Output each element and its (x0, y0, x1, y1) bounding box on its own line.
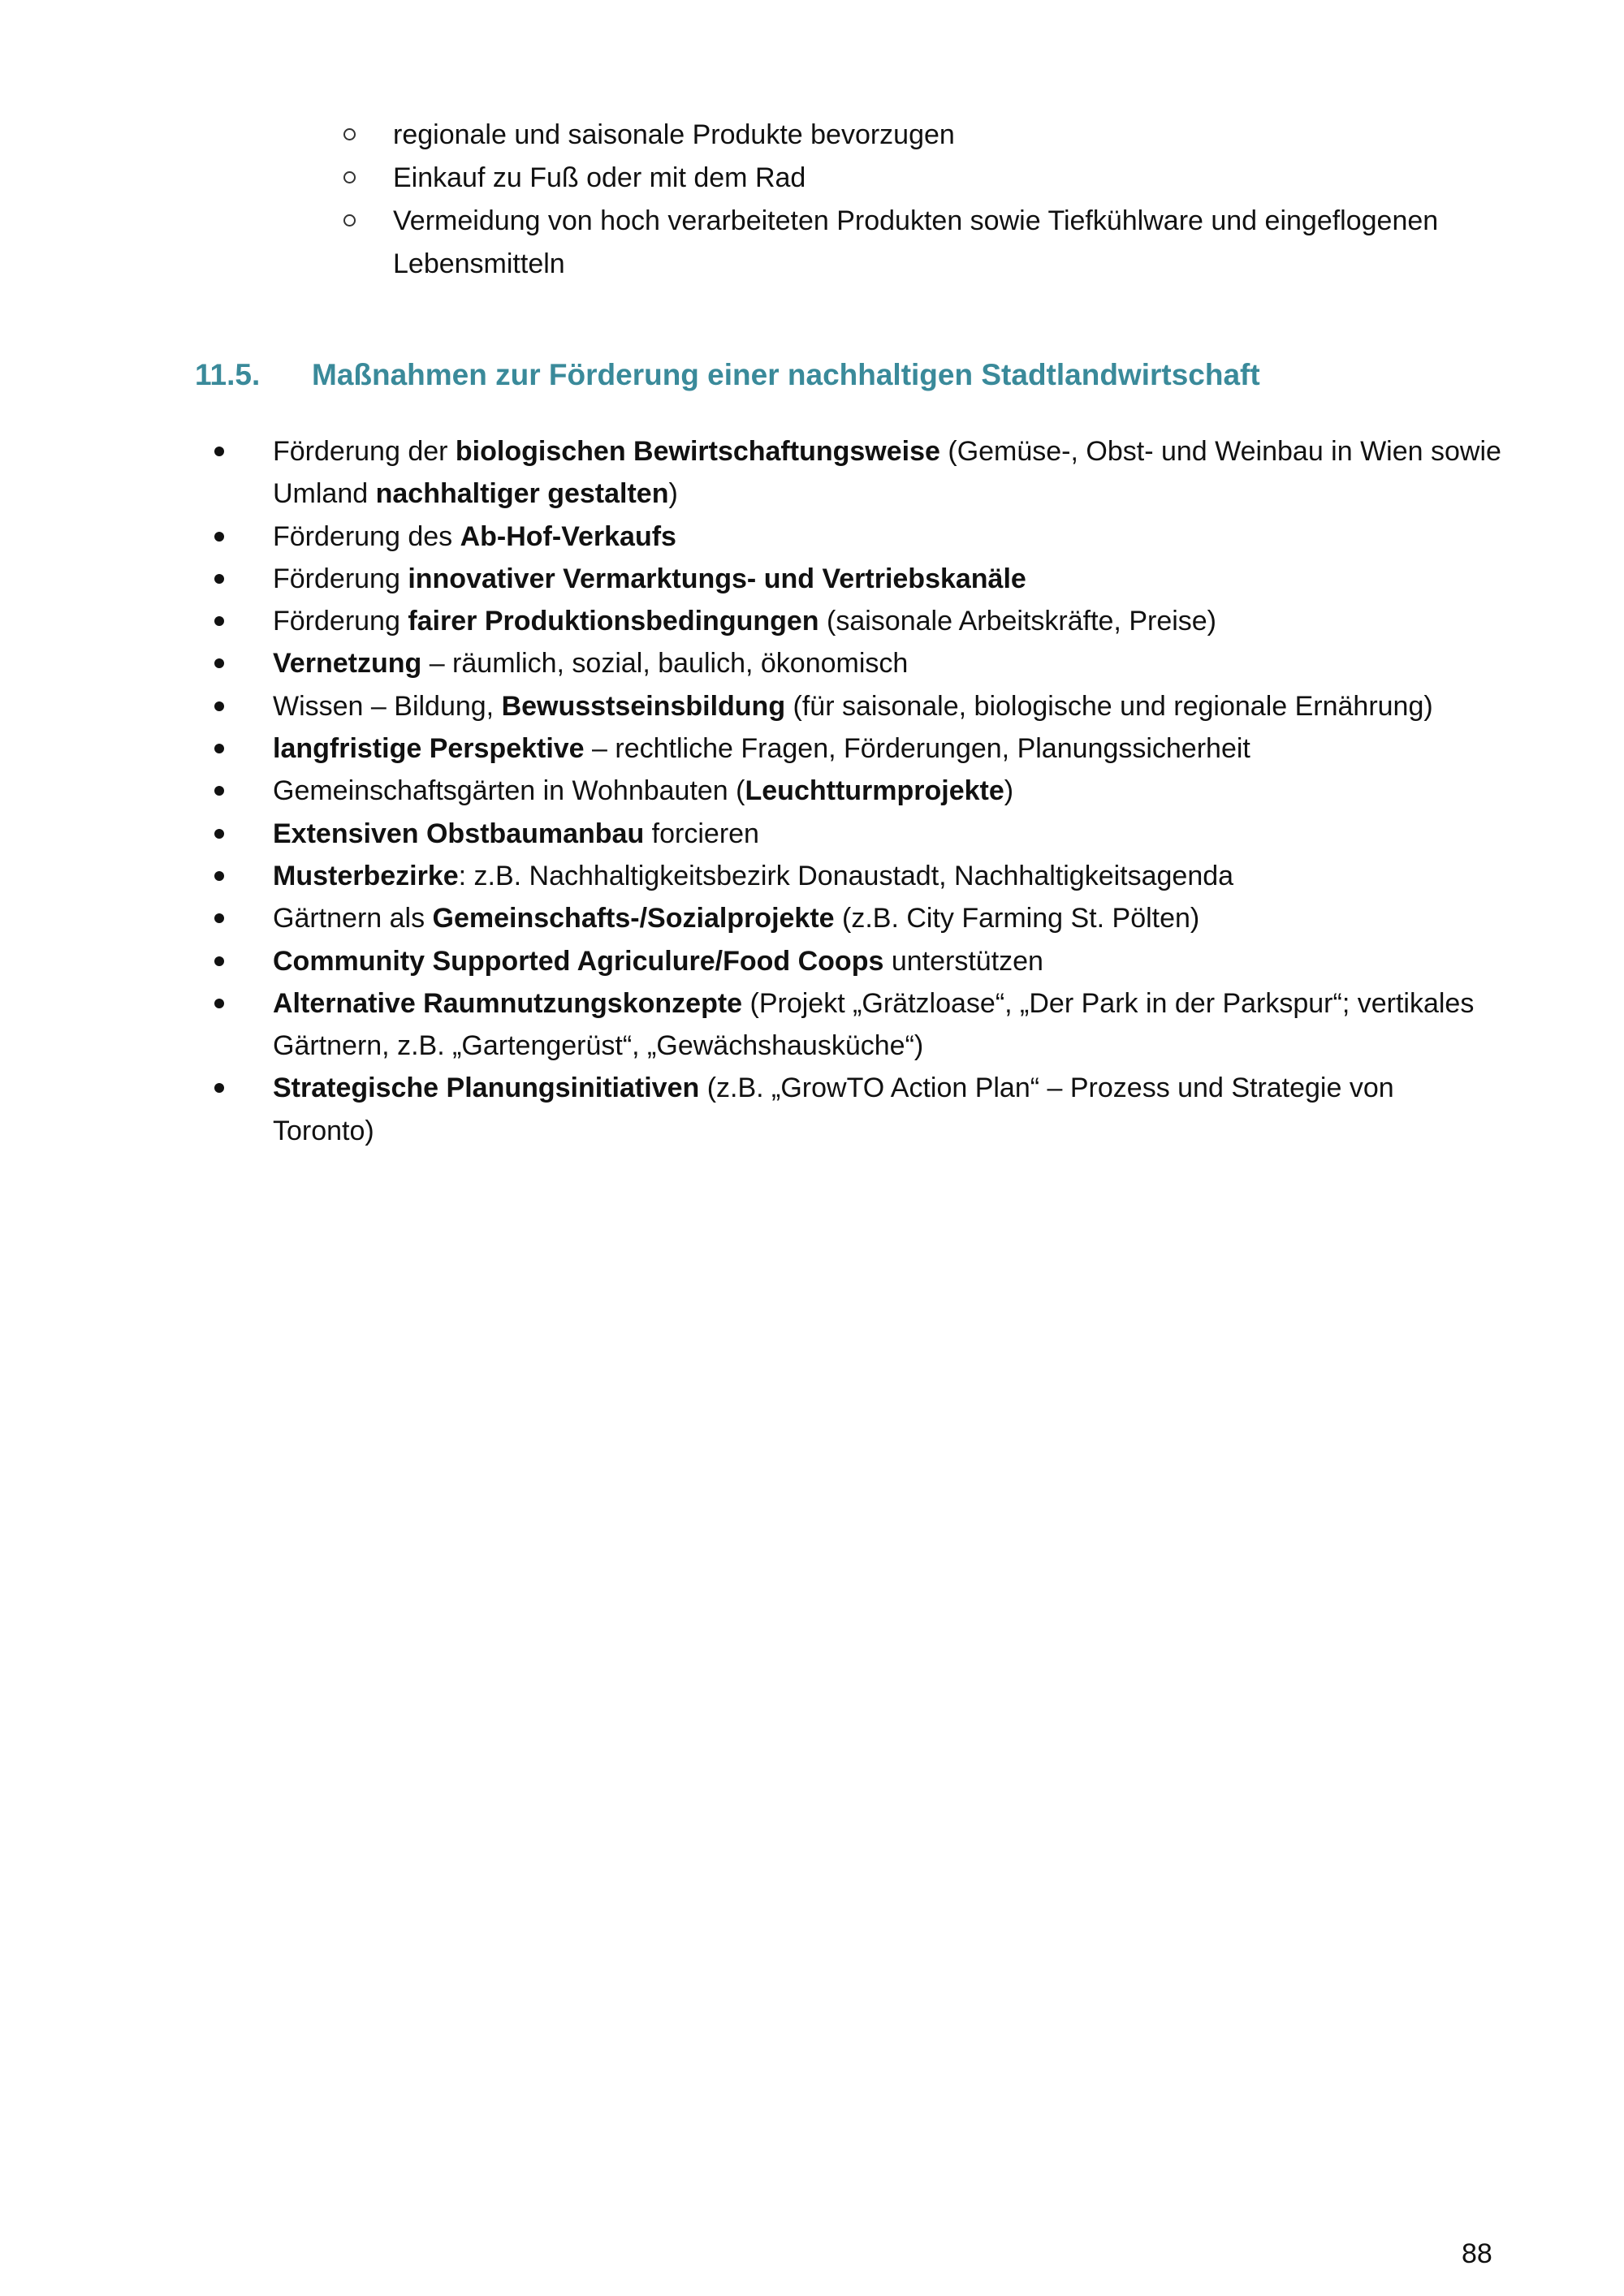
bold-text: Extensiven Obstbaumanbau (273, 818, 645, 849)
list-item (203, 642, 1502, 684)
list-item (203, 727, 1502, 770)
measures-list (203, 430, 1502, 1152)
text: ) (1004, 775, 1014, 807)
list-item-text (273, 521, 676, 552)
text: Förderung des (273, 520, 460, 552)
bullet-icon (214, 956, 224, 966)
list-item (203, 855, 1502, 897)
list-item (203, 430, 1502, 516)
text: (Projekt „Grätzloase“, „Der Park in der Parkspur“; vertikales Gärtnern, z.B. „Gartengerüst“, „Gewächshausküche“) (273, 987, 1475, 1062)
list-item-text (273, 1072, 1394, 1146)
text: (für saisonale, biologische und regionale Ernährung) (785, 690, 1433, 722)
bullet-icon (214, 913, 224, 923)
section-number: 11.5. (195, 358, 261, 391)
list-item (203, 558, 1502, 600)
list-item-text (273, 436, 1501, 509)
circle-bullet-icon (343, 128, 356, 140)
text: ) (668, 478, 678, 510)
list-item-text (273, 606, 1216, 637)
bullet-icon (214, 829, 224, 839)
sub-list-item (325, 200, 1494, 286)
sub-list-item (325, 157, 1494, 200)
text: (Gemüse-, Obst- und Weinbau in Wien sowie Umland (273, 436, 1501, 510)
circle-bullet-icon (343, 214, 356, 227)
bold-text: Strategische Planungsinitiativen (273, 1072, 700, 1104)
bullet-icon (214, 616, 224, 626)
sub-item-text: Vermeidung von hoch verarbeiteten Produkten sowie Tiefkühlware und eingeflogenen Lebensmitteln (393, 205, 1439, 279)
text: (z.B. „GrowTO Action Plan“ – Prozess und Strategie von Toronto) (273, 1072, 1394, 1146)
bold-text: Alternative Raumnutzungskonzepte (273, 987, 743, 1019)
bullet-icon (214, 658, 224, 668)
section-title: Maßnahmen zur Förderung einer nachhaltigen Stadtlandwirtschaft (312, 358, 1260, 391)
list-item (203, 600, 1502, 642)
bold-text: Bewusstseinsbildung (501, 690, 786, 722)
list-item (203, 516, 1502, 558)
text: Förderung (273, 606, 408, 637)
sub-item-text: Einkauf zu Fuß oder mit dem Rad (393, 162, 806, 193)
list-item (203, 897, 1502, 939)
bold-text: Leuchtturmprojekte (745, 775, 1004, 807)
bold-text: Community Supported Agriculure/Food Coops (273, 945, 884, 977)
text: forcieren (644, 818, 759, 849)
list-item-text (273, 818, 759, 849)
text: : z.B. Nachhaltigkeitsbezirk Donaustadt, Nachhaltigkeitsagenda (458, 860, 1234, 891)
bold-text: fairer Produktionsbedingungen (408, 606, 819, 637)
section-heading (195, 351, 1260, 399)
text: Gärtnern als (273, 903, 433, 934)
bullet-icon (214, 532, 224, 542)
bullet-icon (214, 786, 224, 796)
bullet-icon (214, 574, 224, 584)
list-item (203, 685, 1502, 727)
bullet-icon (214, 999, 224, 1008)
text: unterstützen (883, 945, 1043, 977)
bold-text: langfristige Perspektive (273, 733, 585, 765)
list-item-text (273, 648, 908, 679)
list-item-text (273, 903, 1199, 934)
bold-text: innovativer Vermarktungs- und Vertriebskanäle (408, 563, 1026, 594)
text: Förderung (273, 563, 408, 594)
bullet-icon (214, 744, 224, 753)
list-item (203, 770, 1502, 812)
text: (z.B. City Farming St. Pölten) (834, 903, 1200, 934)
text: Wissen – Bildung, (273, 690, 502, 722)
bold-text: Musterbezirke (273, 860, 459, 891)
list-item (203, 982, 1502, 1068)
bold-text: Ab-Hof-Verkaufs (460, 520, 676, 552)
bullet-icon (214, 447, 224, 456)
bullet-icon (214, 701, 224, 711)
list-item (203, 813, 1502, 855)
bullet-icon (214, 871, 224, 881)
sub-list-item (325, 114, 1494, 157)
page-number: 88 (1462, 2238, 1492, 2269)
text: Gemeinschaftsgärten in Wohnbauten ( (273, 775, 745, 807)
list-item (203, 940, 1502, 982)
list-item-text (273, 691, 1433, 722)
list-item (203, 1067, 1502, 1152)
list-item-text (273, 946, 1043, 977)
circle-bullet-icon (343, 171, 356, 183)
sub-bullet-list (325, 114, 1494, 286)
list-item-text (273, 563, 1026, 594)
sub-item-text: regionale und saisonale Produkte bevorzugen (393, 119, 955, 150)
list-item-text (273, 775, 1013, 806)
bold-text: nachhaltiger gestalten (375, 478, 669, 510)
bold-text: Vernetzung (273, 648, 422, 680)
text: Förderung der (273, 436, 456, 467)
list-item-text (273, 733, 1250, 764)
bold-text: Gemeinschafts-/Sozialprojekte (432, 903, 835, 934)
list-item-text (273, 861, 1233, 891)
text: – rechtliche Fragen, Förderungen, Planungssicherheit (584, 733, 1250, 765)
text: – räumlich, sozial, baulich, ökonomisch (421, 648, 909, 680)
text: (saisonale Arbeitskräfte, Preise) (818, 606, 1217, 637)
bold-text: biologischen Bewirtschaftungsweise (455, 436, 940, 467)
list-item-text (273, 988, 1474, 1061)
bullet-icon (214, 1083, 224, 1093)
